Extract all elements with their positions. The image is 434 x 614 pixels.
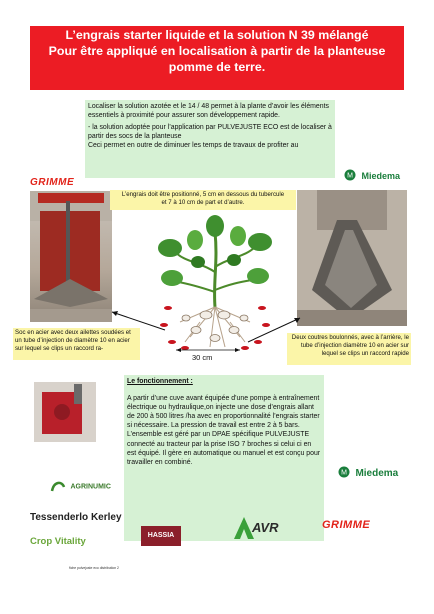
title-line-3: pomme de terre.: [168, 60, 266, 74]
soc-description-left: Soc en acier avec deux ailettes soudées et un tube d’injection de diamètre 10 en acier sur lequel se clips un raccord ra-: [13, 328, 140, 360]
miedema-logo-text: Miedema: [361, 171, 400, 181]
coutres-description-right: Deux coutres boulonnés, avec à l’arrière, le tube d’injection diamètre 10 en acier sur lequel se clips un raccord rapide: [287, 333, 411, 365]
avr-logo: [232, 515, 282, 543]
avr-logo-text: AVR: [252, 520, 279, 535]
distance-arrow-left-head: [176, 348, 181, 352]
position-note-line-1: L’engrais doit être positionné, 5 cm en dessous du tubercule: [121, 191, 285, 198]
intro-paragraph-1: Localiser la solution azotée et le 14 / 48 permet à la plante d’avoir les éléments essentiels à proximité pour assurer son développement rapide.: [88, 103, 329, 119]
grimme-logo-bottom: GRIMME: [322, 519, 371, 531]
miedema-mark-icon: [337, 466, 351, 478]
distance-arrow-right-head: [235, 348, 240, 352]
crop-vitality-logo: Crop Vitality: [30, 536, 86, 547]
footer-note: fiche pulvejuste eco distribution 2: [69, 566, 119, 570]
hassia-logo: HASSIA: [141, 526, 181, 546]
agrinumic-logo-text: AGRINUMIC: [70, 483, 111, 491]
agrinumic-swirl-icon: [50, 479, 66, 495]
title-line-1: L’engrais starter liquide et la solution N 39 mélangé: [65, 28, 369, 42]
tessenderlo-logo: Tessenderlo Kerley: [30, 512, 122, 523]
svg-text:M: M: [347, 172, 353, 180]
miedema-logo-text: Miedema: [355, 468, 399, 479]
pump-photo: [34, 382, 96, 442]
functioning-title: Le fonctionnement :: [127, 378, 193, 385]
distance-label: 30 cm: [192, 353, 213, 362]
svg-text:M: M: [341, 469, 347, 477]
agrinumic-logo: [50, 478, 120, 496]
intro-paragraph-3: Ceci permet en outre de diminuer les temps de travaux de profiter au: [88, 142, 299, 149]
functioning-box: [124, 375, 324, 541]
position-note-line-2: et 7 à 10 cm de part et d’autre.: [161, 199, 245, 206]
pump-image: [34, 382, 96, 442]
intro-paragraph-2: - la solution adoptée pour l’application par PULVEJUSTE ECO est de localiser à partir des socs de la planteuse: [88, 124, 332, 140]
title-line-2: Pour être appliqué en localisation à partir de la planteuse: [48, 44, 386, 58]
grimme-logo-top: GRIMME: [30, 177, 75, 188]
functioning-text: A partir d’une cuve avant équipée d’une pompe à entraînement électrique ou hydraulique,on injecte une dose d’engrais allant de 200 à 500 litres /ha avec en proportionnalité l’engrais starter si nécessaire. La pression de travail est entre 2 à 5 bars. L’ensemble est géré par un DPAE spécifique PULVEJUSTE connecté au tracteur par la prise ISO 7 broches si celui ci en est équipé. Il gère en automatique ou manuel et est conçu pour travailler en combiné.: [127, 395, 321, 466]
miedema-logo-bottom: [337, 463, 417, 477]
